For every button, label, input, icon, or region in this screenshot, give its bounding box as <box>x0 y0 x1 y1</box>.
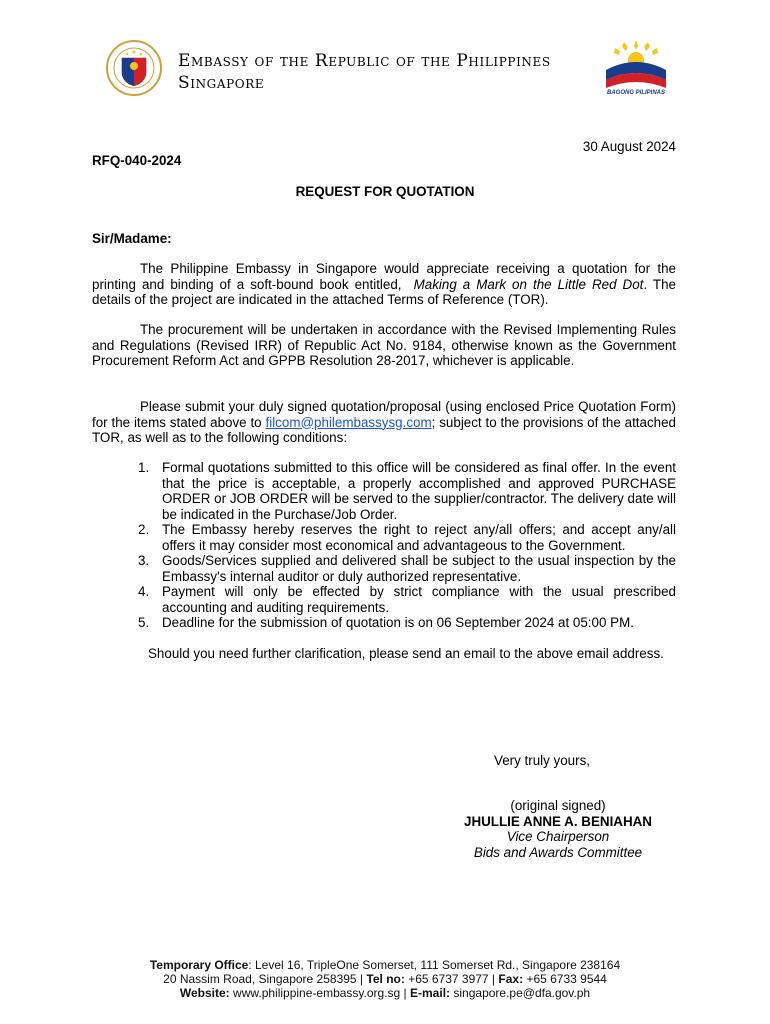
signatory-committee: Bids and Awards Committee <box>473 844 643 860</box>
book-title: Making a Mark on the Little Red Dot <box>413 276 644 292</box>
paragraph-submission <box>92 399 676 446</box>
list-item: 4. Payment will only be effected by strict compliance with the usual prescribed accounting and auditing requirements. <box>138 584 676 615</box>
list-item: 5. Deadline for the submission of quotation is on 06 September 2024 at 05:00 PM. <box>138 615 634 630</box>
signed-note: (original signed) <box>510 798 606 813</box>
reference-number: RFQ-040-2024 <box>92 153 182 168</box>
signature-block <box>440 798 676 860</box>
paragraph-intro-text-end: . The details of the project are indicated in the attached Terms of Reference (TOR). <box>92 276 676 307</box>
footer <box>0 958 770 1000</box>
email-link[interactable]: filcom@philembassysg.com <box>265 414 432 430</box>
paragraph-intro-text: The Philippine Embassy in Singapore would appreciate receiving a quotation for the printing and binding of a soft-bound book entitled, <box>92 261 676 292</box>
bagong-pilipinas-label: BAGONG PILIPINAS <box>606 90 665 96</box>
paragraph-clarification-text: Should you need further clarification, please send an email to the above email address. <box>148 646 664 661</box>
footer-email-link[interactable]: singapore.pe@dfa.gov.ph <box>453 986 591 1000</box>
paragraph-procurement <box>92 322 676 369</box>
list-item: 2. The Embassy hereby reserves the right to reject any/all offers; and accept any/all offers it may consider most economical and advantageous to the Government. <box>138 522 676 553</box>
list-item: 1. Formal quotations submitted to this office will be considered as final offer. In the event that the price is acceptable, a properly accomplished and approved PURCHASE ORDER or JOB ORDER will be served to the supplier/contractor. The delivery date will be indicated in the Purchase/Job Order. <box>138 460 676 522</box>
paragraph-intro <box>92 261 676 308</box>
closing: Very truly yours, <box>494 753 590 768</box>
footer-web-line: Website: www.philippine-embassy.org.sg | E-mail: singapore.pe@dfa.gov.ph <box>179 986 591 1000</box>
paragraph-submission-text: Please submit your duly signed quotation/proposal (using enclosed Price Quotation Form) for the items stated above to <box>92 399 676 430</box>
philippine-seal-icon <box>106 36 164 100</box>
paragraph-submission-text-end: ; subject to the provisions of the attached TOR, as well as to the following conditions: <box>92 414 676 445</box>
conditions-list <box>92 460 676 631</box>
website-link[interactable]: www.philippine-embassy.org.sg | <box>233 986 407 1000</box>
letter-date: 30 August 2024 <box>582 139 676 154</box>
letter-heading: REQUEST FOR QUOTATION <box>295 184 475 199</box>
embassy-title-line2: Singapore <box>178 73 265 93</box>
footer-office-line: Temporary Office: Level 16, TripleOne Somerset, 111 Somerset Rd., Singapore 238164 <box>149 958 621 972</box>
footer-contact-line: 20 Nassim Road, Singapore 258395 | Tel no: +65 6737 3977 | Fax: +65 6733 9544 <box>163 972 607 986</box>
salutation: Sir/Madame: <box>92 231 172 246</box>
paragraph-procurement-text: The procurement will be undertaken in accordance with the Revised Implementing Rules and Regulations (Revised IRR) of Republic Act No. 9184, otherwise known as the Government Procurement Reform Act and GPPB Resolution 28-2017, whichever is applicable. <box>92 322 676 368</box>
list-item: 3. Goods/Services supplied and delivered shall be subject to the usual inspection by the Embassy's internal auditor or duly authorized representative. <box>138 553 676 584</box>
paragraph-clarification <box>92 646 676 662</box>
signatory-name: JHULLIE ANNE A. BENIAHAN <box>464 813 652 829</box>
signatory-title: Vice Chairperson <box>506 829 610 844</box>
embassy-title-line1: Embassy of the Republic of the Philippines <box>178 51 551 71</box>
embassy-title <box>178 50 598 94</box>
